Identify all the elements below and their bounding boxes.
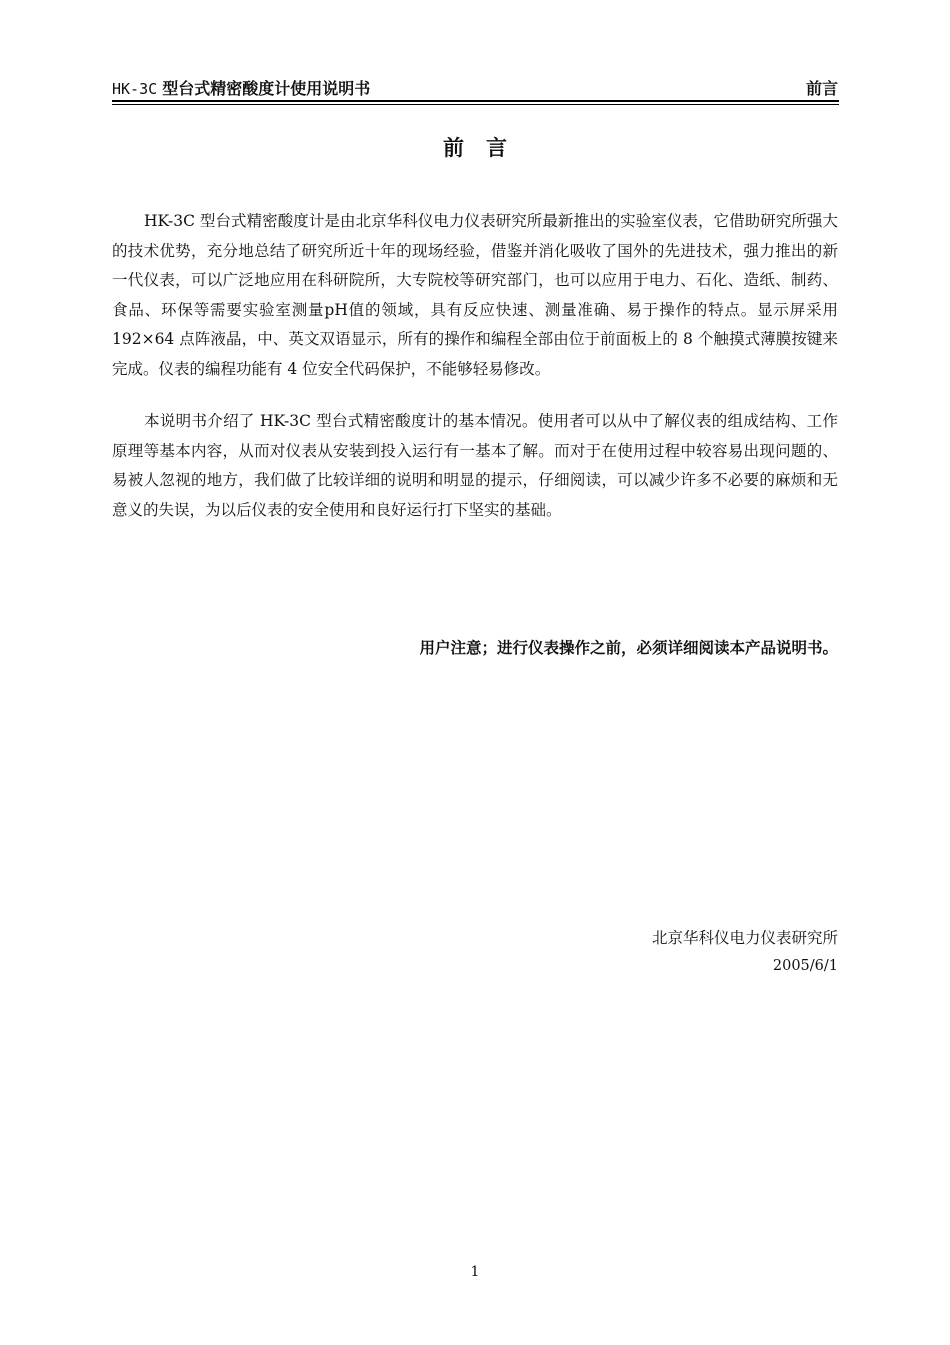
page-number: 1 <box>470 1264 480 1280</box>
signature-organization: 北京华科仪电力仪表研究所 <box>651 929 838 947</box>
header-section-name: 前言 <box>805 79 838 98</box>
user-notice: 用户注意；进行仪表操作之前，必须详细阅读本产品说明书。 <box>419 638 838 657</box>
header-model-code: HK-3C <box>112 80 158 98</box>
header-document-title <box>112 76 370 99</box>
header-rule-thin <box>112 104 839 105</box>
body-paragraph-1: HK-3C 型台式精密酸度计是由北京华科仪电力仪表研究所最新推出的实验室仪表，它借助研究所强大的技术优势，充分地总结了研究所近十年的现场经验，借鉴并消化吸收了国外的先进技术，强力推出的新一代仪表，可以广泛地应用在科研院所，大专院校等研究部门，也可以应用于电力、石化、造纸、制药、食品、环保等需要实验室测量pH值的领域，具有反应快速、测量准确、易于操作的特点。显示屏采用 192×64 点阵液晶，中、英文双语显示，所有的操作和编程全部由位于前面板上的 8 个触摸式薄膜按键来完成。仪表的编程功能有 4 位安全代码保护，不能够轻易修改。 <box>112 212 838 378</box>
body-paragraph-2: 本说明书介绍了 HK-3C 型台式精密酸度计的基本情况。使用者可以从中了解仪表的组成结构、工作原理等基本内容，从而对仪表从安装到投入运行有一基本了解。而对于在使用过程中较容易出现问题的、易被人忽视的地方，我们做了比较详细的说明和明显的提示，仔细阅读，可以减少许多不必要的麻烦和无意义的失误，为以后仪表的安全使用和良好运行打下坚实的基础。 <box>112 412 838 519</box>
header-rule-thick <box>112 100 839 102</box>
header-title-text: 型台式精密酸度计使用说明书 <box>162 79 371 98</box>
page-title: 前言 <box>443 135 529 160</box>
signature-date: 2005/6/1 <box>772 958 838 974</box>
page-header <box>112 76 838 102</box>
